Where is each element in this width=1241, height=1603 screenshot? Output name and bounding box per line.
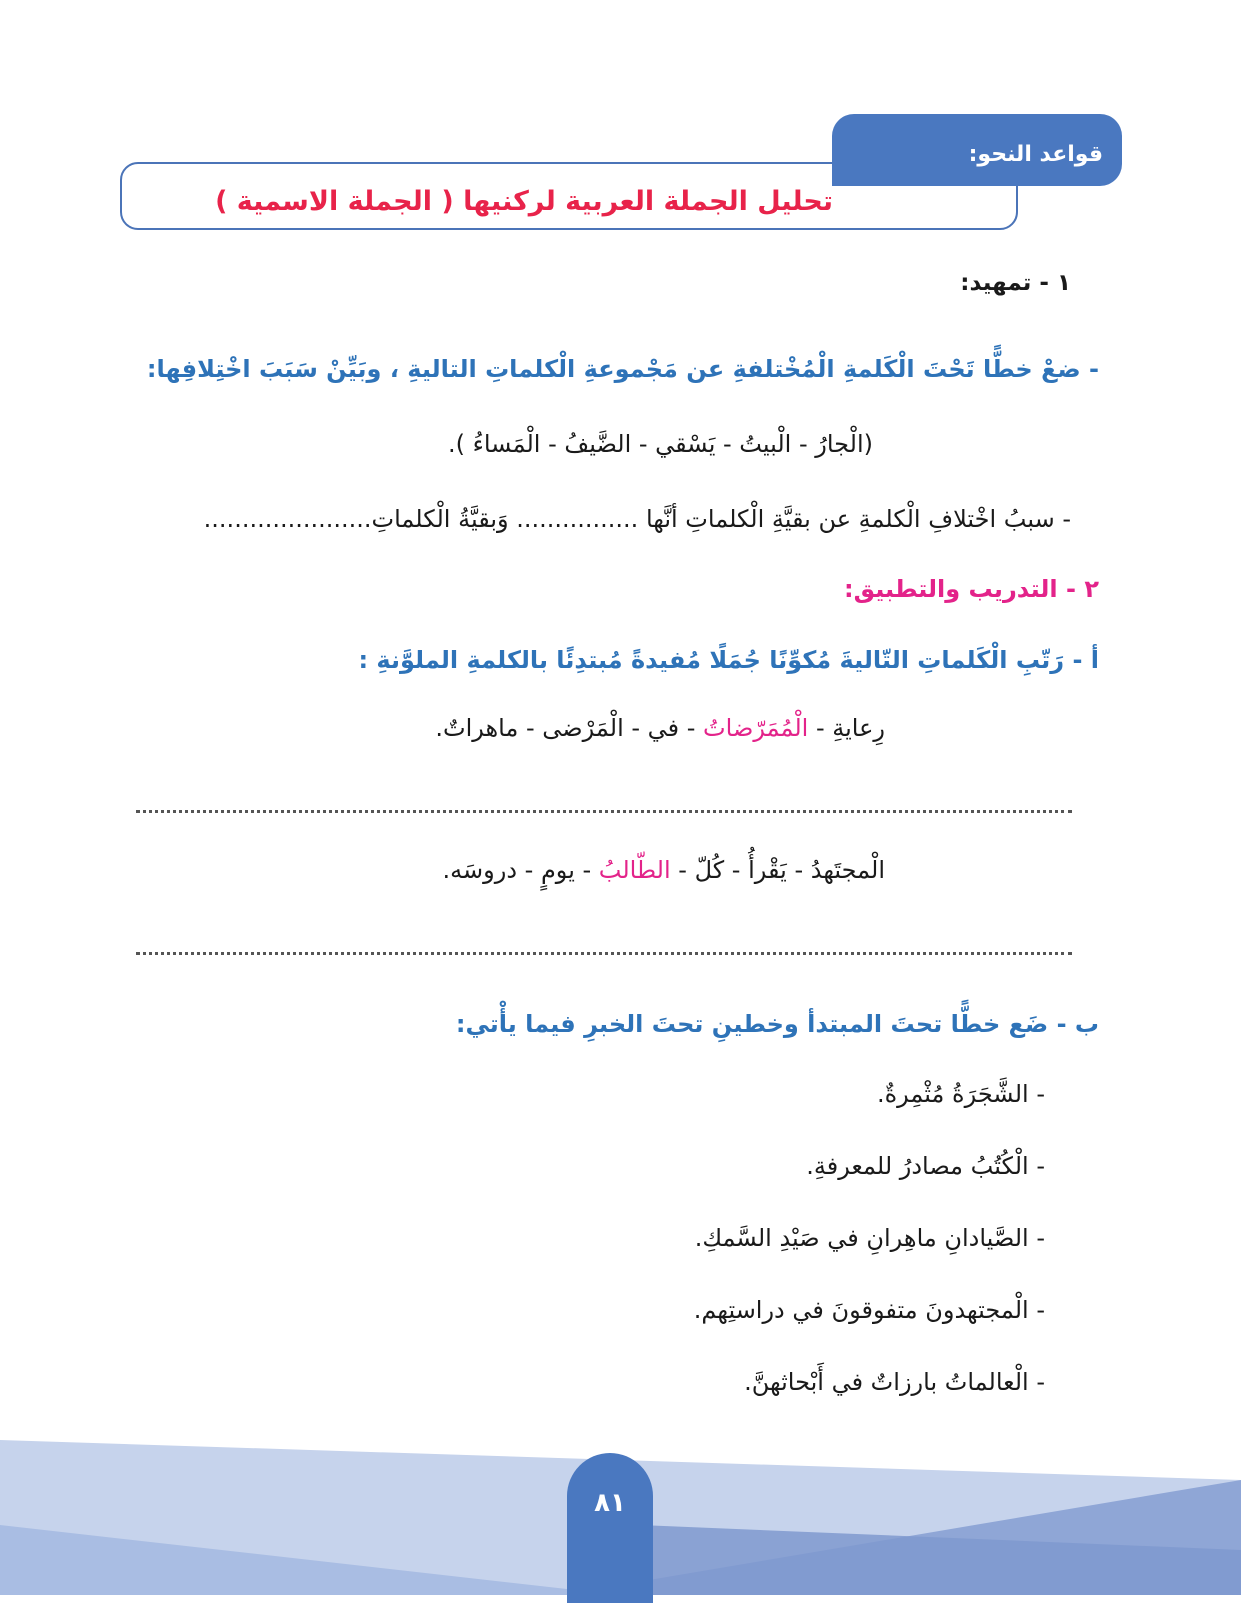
- page-number-badge: [567, 1453, 653, 1603]
- section1-reason-line: - سببُ اخْتلافِ الْكلمةِ عن بقيَّةِ الْكلماتِ أنَّها ................ وَبقيَّةُ الْكلماتِ......................: [203, 505, 1071, 533]
- word-set-1-colored: الْمُمَرّضاتُ: [703, 714, 809, 742]
- part-a-word-set-2: [443, 856, 885, 884]
- word-set-2-before: الْمجتَهدُ - يَقْرأُ - كُلّ -: [670, 856, 885, 884]
- part-a-instruction: أ - رَتّبِ الْكَلماتِ التّاليةَ مُكوِّنًا جُمَلًا مُفيدةً مُبتدِئًا بالكلمةِ الملوَّنةِ :: [358, 646, 1099, 674]
- word-set-2-colored: الطّالبُ: [598, 856, 671, 884]
- section1-heading: ١ - تمهيد:: [960, 270, 1071, 296]
- part-b-sentence: - الْعالماتُ بارزاتٌ في أَبْحاثهنَّ.: [744, 1368, 1045, 1396]
- part-b-sentence: - الصَّيادانِ ماهِرانِ في صَيْدِ السَّمكِ.: [694, 1224, 1045, 1252]
- part-b-sentence: - الْكُتُبُ مصادرُ للمعرفةِ.: [806, 1152, 1045, 1180]
- page-number: ٨١: [594, 1488, 626, 1518]
- section-tab-label: قواعد النحو:: [968, 142, 1103, 167]
- section2-heading: ٢ - التدريب والتطبيق:: [844, 575, 1099, 603]
- section1-words: (الْجارُ - الْبيتُ - يَسْقي - الضَّيفُ - الْمَساءُ ).: [447, 430, 873, 458]
- word-set-2-after: - يومٍ - دروسَه.: [442, 856, 599, 884]
- part-b-sentence: - الْمجتهدونَ متفوقونَ في دراستِهم.: [693, 1296, 1045, 1324]
- word-set-1-before: رِعايةِ -: [808, 714, 885, 742]
- part-a-word-set-1: [435, 714, 885, 742]
- part-b-sentence: - الشَّجَرَةُ مُثْمِرةٌ.: [876, 1080, 1045, 1108]
- answer-line-2[interactable]: [136, 952, 1072, 955]
- section1-instruction: - ضعْ خطًّا تَحْتَ الْكَلمةِ الْمُخْتلفةِ عن مَجْموعةِ الْكلماتِ التاليةِ ، وبَيِّنْ سَبَبَ اخْتِلافِها:: [146, 355, 1099, 383]
- part-b-instruction: ب - ضَع خطًّا تحتَ المبتدأ وخطينِ تحتَ الخبرِ فيما يأْتي:: [455, 1010, 1099, 1038]
- lesson-title: تحليل الجملة العربية لركنيها ( الجملة الاسمية ): [215, 186, 833, 217]
- answer-line-1[interactable]: [136, 810, 1072, 813]
- word-set-1-after: - في - الْمَرْضى - ماهراتٌ.: [435, 714, 704, 742]
